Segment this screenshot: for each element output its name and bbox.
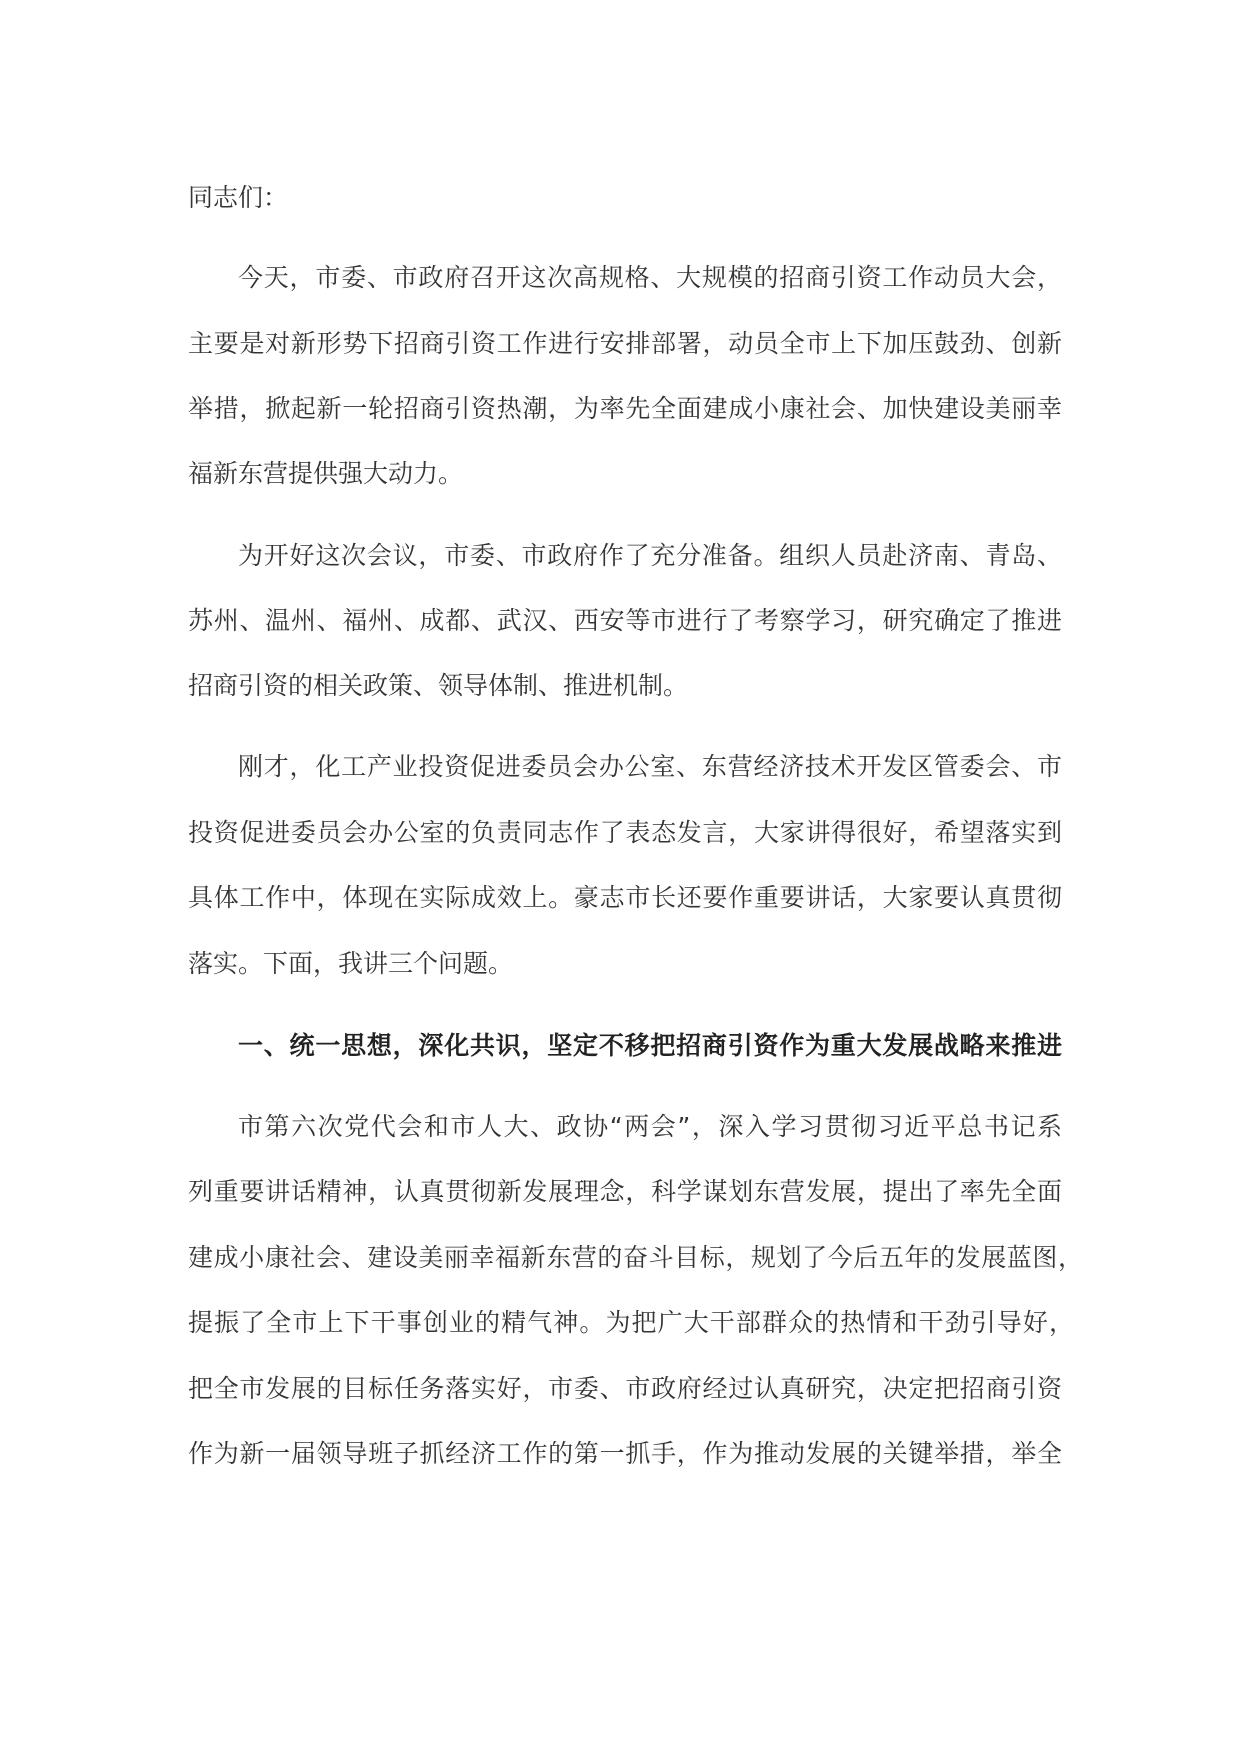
text-line: 苏州、温州、福州、成都、武汉、西安等市进行了考察学习，研究确定了推进 <box>188 606 1062 635</box>
text-line: 福新东营提供强大动力。 <box>188 459 464 488</box>
text-line: 招商引资的相关政策、领导体制、推进机制。 <box>188 671 689 700</box>
text-line: 主要是对新形势下招商引资工作进行安排部署，动员全市上下加压鼓劲、创新 <box>188 329 1062 358</box>
text-line: 市第六次党代会和市人大、政协“两会”，深入学习贯彻习近平总书记系 <box>238 1112 1062 1141</box>
text-line: 提振了全市上下干事创业的精气神。为把广大干部群众的热情和干劲引导好， <box>188 1308 1074 1337</box>
text-line: 作为新一届领导班子抓经济工作的第一抓手，作为推动发展的关键举措，举全 <box>188 1439 1062 1468</box>
text-line: 列重要讲话精神，认真贯彻新发展理念，科学谋划东营发展，提出了率先全面 <box>188 1177 1062 1206</box>
text-line: 为开好这次会议，市委、市政府作了充分准备。组织人员赴济南、青岛、 <box>238 541 1062 570</box>
text-line: 举措，掀起新一轮招商引资热潮，为率先全面建成小康社会、加快建设美丽幸 <box>188 394 1062 423</box>
text-line: 投资促进委员会办公室的负责同志作了表态发言，大家讲得很好，希望落实到 <box>188 818 1062 847</box>
text-line: 具体工作中，体现在实际成效上。豪志市长还要作重要讲话，大家要认真贯彻 <box>188 883 1062 912</box>
salutation: 同志们： <box>188 183 289 212</box>
text-line: 刚才，化工产业投资促进委员会办公室、东营经济技术开发区管委会、市 <box>238 752 1062 781</box>
text-line: 今天，市委、市政府召开这次高规格、大规模的招商引资工作动员大会， <box>238 263 1062 292</box>
text-line: 建成小康社会、建设美丽幸福新东营的奋斗目标，规划了今后五年的发展蓝图， <box>188 1243 1083 1272</box>
section-heading: 一、统一思想，深化共识，坚定不移把招商引资作为重大发展战略来推进 <box>238 1031 1062 1060</box>
text-line: 落实。下面，我讲三个问题。 <box>188 949 514 978</box>
text-line: 把全市发展的目标任务落实好，市委、市政府经过认真研究，决定把招商引资 <box>188 1374 1062 1403</box>
